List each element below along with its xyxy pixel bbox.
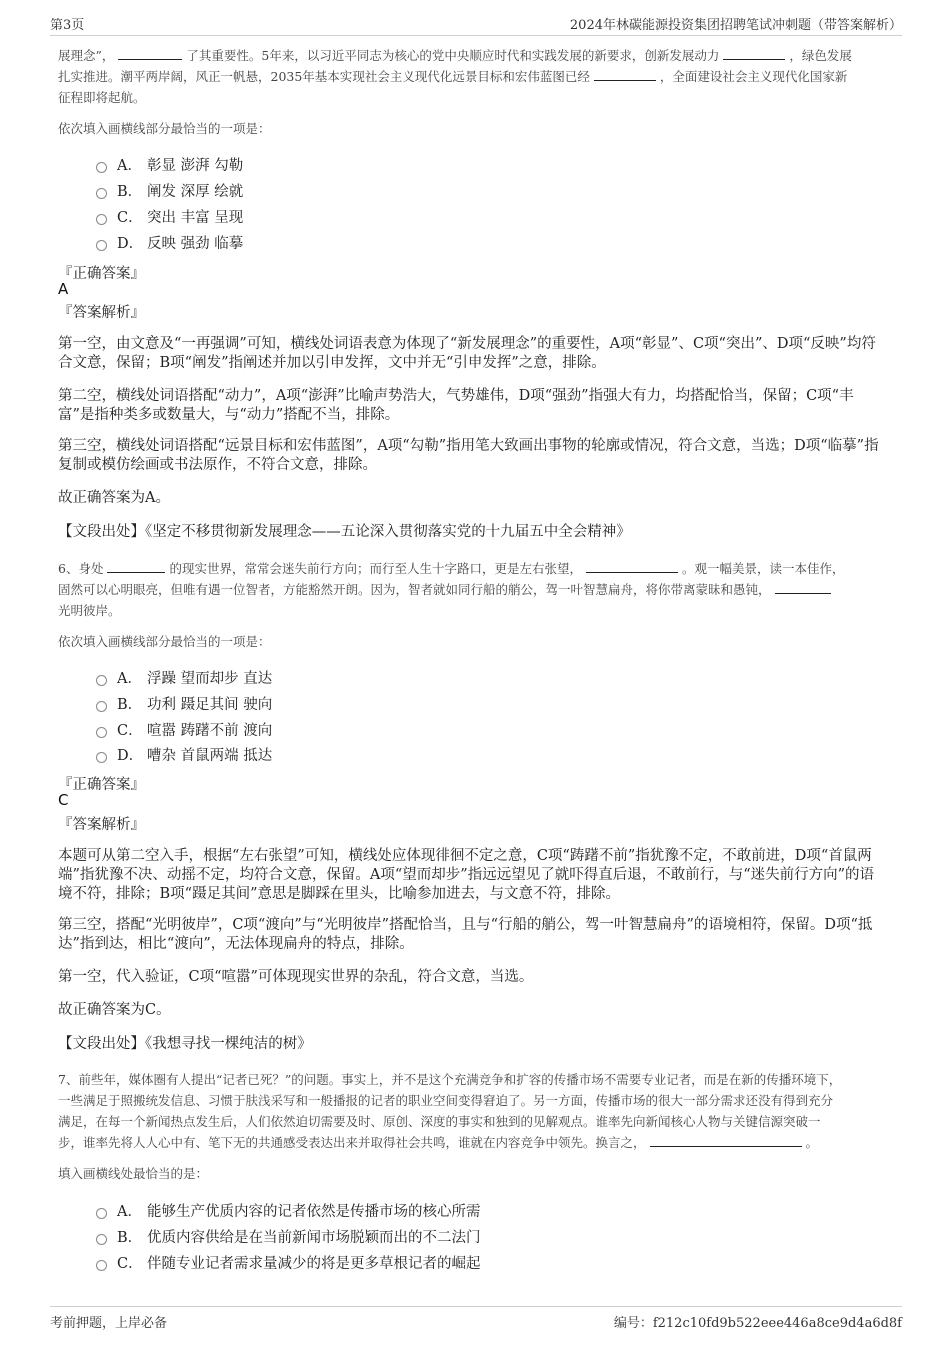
option-letter: B． (117, 1229, 143, 1246)
blank-line (775, 581, 831, 594)
radio-icon[interactable] (96, 1234, 107, 1245)
q7-option-b[interactable] (96, 1225, 481, 1247)
option-letter: B． (117, 183, 143, 200)
q5-stem-text: ，绿色发展 (789, 48, 852, 63)
q6-analysis-p3: 第一空，代入验证，C项“喧嚣”可体现现实世界的杂乱，符合文意，当选。 (58, 969, 534, 985)
q5-stem-text: 征程即将起航。 (58, 90, 146, 105)
q6-source: 【文段出处】《我想寻找一棵纯洁的树》 (58, 1036, 312, 1052)
option-text: 功利 蹑足其间 驶向 (147, 696, 273, 713)
option-text: 优质内容供给是在当前新闻市场脱颖而出的不二法门 (147, 1229, 481, 1246)
q6-analysis-p2: 第三空，搭配“光明彼岸”，C项“渡向”与“光明彼岸”搭配恰当，且与“行船的艄公，驾一叶智慧扁舟”的语境相符，保留。D项“抵达”指到达，相比“渡向”，无法体现扁舟的特点，排除。 (58, 917, 873, 952)
option-text: 能够生产优质内容的记者依然是传播市场的核心所需 (147, 1203, 481, 1220)
q5-analysis-p3: 第三空，横线处词语搭配“远景目标和宏伟蓝图”，A项“勾勒”指用笔大致画出事物的轮廓或情况，符合文意，当选；D项“临摹”指复制或模仿绘画或书法原作，不符合文意，排除。 (58, 438, 879, 473)
option-letter: C． (117, 1255, 143, 1272)
blank-line (586, 560, 678, 573)
q6-stem-text: 6、身处 (58, 561, 104, 576)
option-text: 突出 丰富 呈现 (147, 209, 244, 226)
q5-option-b[interactable] (96, 179, 243, 201)
option-text: 喧嚣 踌躇不前 渡向 (147, 722, 273, 739)
option-letter: D． (117, 235, 144, 252)
q6-stem (58, 558, 888, 621)
footer-slogan: 考前押题，上岸必备 (50, 1316, 168, 1331)
option-text: 嘈杂 首鼠两端 抵达 (147, 747, 273, 764)
q5-stem-text: 了其重要性。5年来，以习近平同志为核心的党中央顺应时代和实践发展的新要求，创新发展动力 (186, 48, 720, 63)
q6-answer-label: 『正确答案』 (58, 777, 145, 793)
q5-stem (58, 45, 888, 108)
q7-stem-text: 步，谁率先将人人心中有、笔下无的共通感受表达出来并取得社会共鸣，谁就在内容竞争中领先。换言之， (58, 1135, 646, 1150)
q6-prompt: 依次填入画横线部分最恰当的一项是： (58, 634, 271, 649)
document-id: 编号：f212c10fd9b522eee446a8ce9d4a6d8f (613, 1316, 902, 1331)
q6-stem-text: 光明彼岸。 (58, 603, 121, 618)
q5-option-a[interactable] (96, 153, 243, 175)
option-text: 伴随专业记者需求量减少的将是更多草根记者的崛起 (147, 1255, 481, 1272)
q5-stem-text: ，全面建设社会主义现代化国家新 (659, 69, 848, 84)
document-title: 2024年林碳能源投资集团招聘笔试冲刺题（带答案解析） (569, 18, 902, 33)
option-letter: D． (117, 747, 144, 764)
q5-stem-text: 展理念”， (58, 48, 115, 63)
option-letter: A． (117, 670, 142, 687)
q5-answer: A (58, 280, 69, 298)
q5-analysis-p2: 第二空，横线处词语搭配“动力”，A项“澎湃”比喻声势浩大，气势雄伟，D项“强劲”指强大有力，均搭配恰当，保留；C项“丰富”是指种类多或数量大，与“动力”搭配不当，排除。 (58, 388, 854, 423)
q5-source: 【文段出处】《坚定不移贯彻新发展理念——五论深入贯彻落实党的十九届五中全会精神》 (58, 524, 631, 540)
q6-option-b[interactable] (96, 692, 272, 714)
q6-stem-text: 。观一幅美景，读一本佳作， (681, 561, 845, 576)
page-number: 第3页 (50, 18, 85, 33)
q7-option-c[interactable] (96, 1251, 481, 1273)
q6-analysis-label: 『答案解析』 (58, 817, 145, 833)
radio-icon[interactable] (96, 240, 107, 251)
radio-icon[interactable] (96, 727, 107, 738)
q6-answer: C (58, 791, 69, 809)
option-text: 浮躁 望而却步 直达 (147, 670, 273, 687)
blank-line (594, 68, 656, 81)
blank-line (107, 560, 165, 573)
footer-divider (50, 1306, 902, 1307)
radio-icon[interactable] (96, 214, 107, 225)
option-letter: A． (117, 157, 142, 174)
radio-icon[interactable] (96, 675, 107, 686)
option-letter: B． (117, 696, 143, 713)
q6-option-c[interactable] (96, 718, 272, 740)
q6-option-a[interactable] (96, 666, 272, 688)
radio-icon[interactable] (96, 701, 107, 712)
q7-prompt: 填入画横线处最恰当的是： (58, 1166, 209, 1181)
option-letter: A． (117, 1203, 142, 1220)
option-text: 阐发 深厚 绘就 (147, 183, 244, 200)
q5-stem-text: 扎实推进。潮平两岸阔，风正一帆悬，2035年基本实现社会主义现代化远景目标和宏伟蓝图已经 (58, 69, 590, 84)
q5-option-d[interactable] (96, 231, 243, 253)
blank-line (723, 47, 785, 60)
q7-stem-text: 满足，在每一个新闻热点发生后，人们依然迫切需要及时、原创、深度的事实和独到的见解观点。谁率先向新闻核心人物与关键信源突破一 (58, 1114, 821, 1129)
q6-stem-text: 的现实世界，常常会迷失前行方向；而行至人生十字路口，更是左右张望， (169, 561, 582, 576)
radio-icon[interactable] (96, 1208, 107, 1219)
q7-stem-text: 7、前些年，媒体圈有人提出“记者已死？”的问题。事实上，并不是这个充满竞争和扩容的传播市场不需要专业记者，而是在新的传播环境下， (58, 1072, 842, 1087)
q7-option-a[interactable] (96, 1199, 481, 1221)
q6-analysis-conclusion: 故正确答案为C。 (58, 1002, 171, 1018)
radio-icon[interactable] (96, 162, 107, 173)
radio-icon[interactable] (96, 1260, 107, 1271)
q6-option-d[interactable] (96, 743, 272, 765)
option-text: 彰显 澎湃 勾勒 (147, 157, 244, 174)
q5-answer-label: 『正确答案』 (58, 266, 145, 282)
q5-option-c[interactable] (96, 205, 243, 227)
q6-analysis-p1: 本题可从第二空入手，根据“左右张望”可知，横线处应体现徘徊不定之意，C项“踌躇不前”指犹豫不定，不敢前进，D项“首鼠两端”指犹豫不决、动摇不定，均符合文意，保留。A项“望而却步”指远远望见了就吓得直后退，不敢前行，与“迷失前行方向”的语境不符，排除；B项“蹑足其间”意思是脚踩在里头，比喻参加进去，与文意不符，排除。 (58, 848, 875, 902)
q5-analysis-p1: 第一空，由文意及“一再强调”可知，横线处词语表意为体现了“新发展理念”的重要性，A项“彰显”、C项“突出”、D项“反映”均符合文意，保留；B项“阐发”指阐述并加以引申发挥，文中并无“引申发挥”之意，排除。 (58, 336, 876, 371)
option-letter: C． (117, 722, 143, 739)
option-text: 反映 强劲 临摹 (147, 235, 244, 252)
header-divider (50, 35, 902, 36)
q7-stem-text: 一些满足于照搬统发信息、习惯于肤浅采写和一般播报的记者的职业空间变得窘迫了。另一方面，传播市场的很大一部分需求还没有得到充分 (58, 1093, 834, 1108)
option-letter: C． (117, 209, 143, 226)
blank-line (118, 47, 182, 60)
q6-stem-text: 固然可以心明眼亮，但唯有遇一位智者，方能豁然开朗。因为，智者就如同行船的艄公，驾一叶智慧扁舟，将你带离蒙昧和愚钝， (58, 582, 771, 597)
radio-icon[interactable] (96, 752, 107, 763)
q5-analysis-conclusion: 故正确答案为A。 (58, 490, 170, 506)
blank-line (650, 1134, 802, 1147)
q5-analysis-label: 『答案解析』 (58, 305, 145, 321)
q7-stem-text: 。 (805, 1135, 819, 1150)
q5-prompt: 依次填入画横线部分最恰当的一项是： (58, 121, 271, 136)
radio-icon[interactable] (96, 188, 107, 199)
q7-stem (58, 1069, 888, 1153)
